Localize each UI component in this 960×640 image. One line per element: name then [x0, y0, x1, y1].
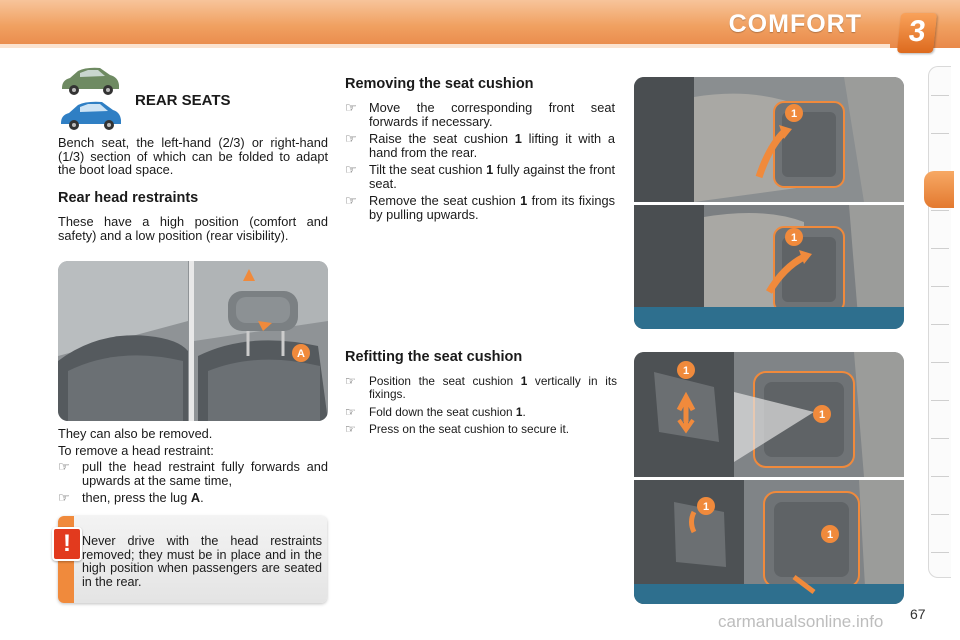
list-item: ☞ Position the seat cushion 1 vertically in its fixings.	[345, 374, 617, 401]
header-divider	[0, 44, 890, 48]
tab-divider	[931, 286, 949, 287]
watermark: carmanualsonline.info	[718, 612, 884, 631]
refitting-steps-list	[345, 375, 617, 441]
list-item: ☞ Fold down the seat cushion 1.	[345, 404, 526, 419]
tab-divider	[931, 210, 949, 211]
list-item: ☞ then, press the lug A.	[58, 490, 204, 505]
car-blue-icon	[58, 100, 124, 132]
head-restraint-illustration	[58, 261, 328, 421]
hand-pointer-icon: ☞	[345, 100, 357, 115]
tab-divider	[931, 438, 949, 439]
car-green-icon	[58, 66, 122, 96]
page-number: 67	[910, 606, 926, 622]
section-title: REAR SEATS	[135, 92, 231, 109]
hand-pointer-icon: ☞	[345, 404, 356, 419]
chapter-number: 3	[907, 15, 928, 48]
hand-pointer-icon: ☞	[345, 374, 356, 388]
warning-text: Never drive with the head restraints removed; they must be in place and in the high position when passengers are seated in the rear.	[82, 534, 322, 589]
chapter-index-tabs[interactable]	[928, 66, 951, 578]
tab-chapter-3-active[interactable]	[924, 171, 954, 208]
tab-divider	[931, 95, 949, 96]
chapter-badge	[897, 13, 937, 53]
list-item: ☞ Press on the seat cushion to secure it.	[345, 422, 569, 437]
hand-pointer-icon: ☞	[58, 490, 70, 505]
tab-divider	[931, 324, 949, 325]
restraints-heading: Rear head restraints	[58, 190, 199, 206]
refitting-cushion-photo	[634, 352, 904, 604]
hand-pointer-icon: ☞	[58, 459, 70, 474]
tab-divider	[931, 514, 949, 515]
hand-pointer-icon: ☞	[345, 131, 357, 146]
remove-steps-list	[58, 460, 328, 509]
restraints-text: These have a high position (comfort and safety) and a low position (rear visibility).	[58, 214, 328, 243]
hand-pointer-icon: ☞	[345, 193, 357, 208]
list-item: ☞ Move the corresponding front seat forwards if necessary.	[345, 100, 615, 129]
tab-divider	[931, 476, 949, 477]
list-item: ☞ pull the head restraint fully forwards and upwards at the same time,	[58, 459, 328, 488]
removed-line: They can also be removed.	[58, 426, 213, 441]
marker-1: 1	[790, 108, 798, 120]
intro-text: Bench seat, the left-hand (2/3) or right-hand (1/3) section of which can be folded to adapt the boot load space.	[58, 135, 328, 177]
hand-pointer-icon: ☞	[345, 422, 356, 437]
list-item: ☞ Tilt the seat cushion 1 fully against the front seat.	[345, 162, 615, 191]
remove-intro: To remove a head restraint:	[58, 443, 214, 458]
tab-divider	[931, 133, 949, 134]
tab-divider	[931, 362, 949, 363]
removing-cushion-illustration	[634, 77, 904, 329]
marker-1: 1	[818, 409, 826, 421]
tab-divider	[931, 400, 949, 401]
removing-heading: Removing the seat cushion	[345, 76, 534, 92]
removing-steps-list	[345, 101, 615, 225]
refitting-heading: Refitting the seat cushion	[345, 349, 523, 365]
marker-1: 1	[790, 232, 798, 244]
removing-cushion-photo	[634, 77, 904, 329]
list-item: ☞ Raise the seat cushion 1 lifting it with a hand from the rear.	[345, 131, 615, 160]
tab-divider	[931, 248, 949, 249]
list-item: ☞ Remove the seat cushion 1 from its fixings by pulling upwards.	[345, 193, 615, 222]
label-a: A	[297, 348, 305, 360]
hand-pointer-icon: ☞	[345, 162, 357, 177]
marker-1: 1	[702, 501, 710, 513]
marker-1: 1	[682, 365, 690, 377]
marker-1: 1	[826, 529, 834, 541]
tab-divider	[931, 552, 949, 553]
warning-icon: !	[52, 527, 82, 561]
head-restraint-photo	[58, 261, 328, 421]
page-title: COMFORT	[728, 10, 862, 38]
refitting-cushion-illustration	[634, 352, 904, 604]
